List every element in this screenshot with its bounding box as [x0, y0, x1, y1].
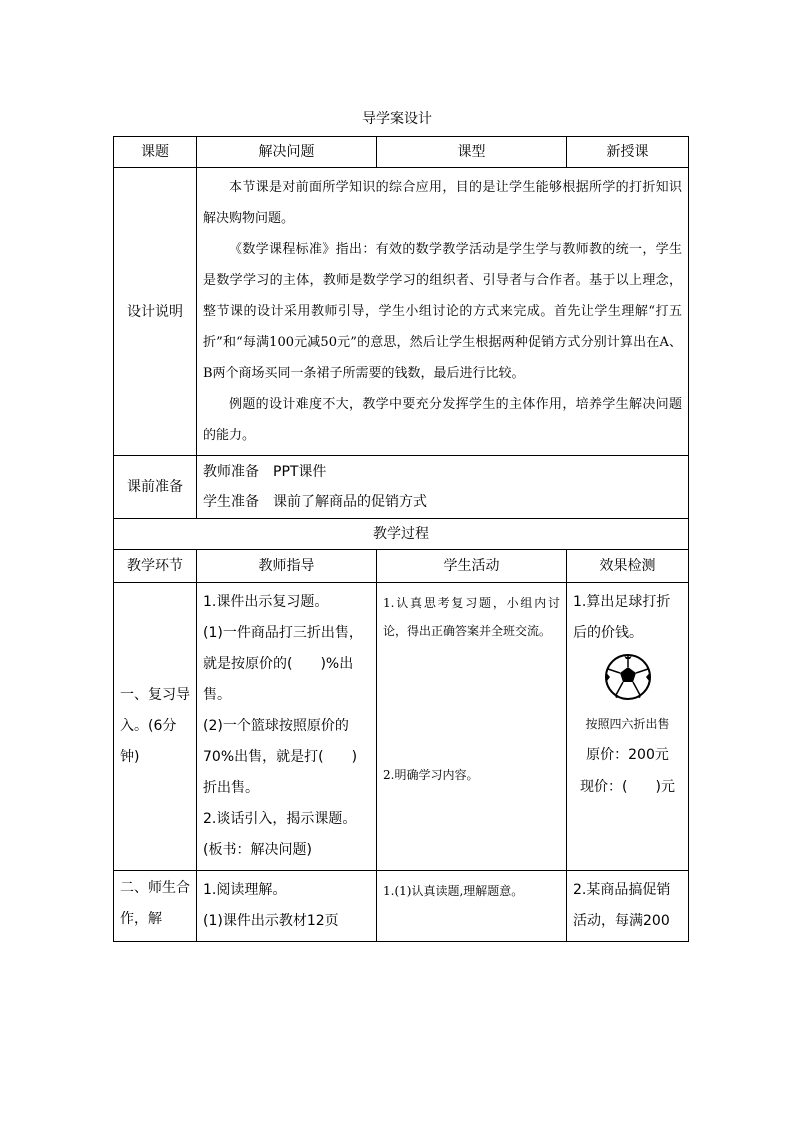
section-1-row	[114, 583, 689, 871]
teacher-line: (1)一件商品打三折出售，就是按原价的( )%出售。	[203, 625, 363, 703]
col-effect: 效果检测	[567, 550, 689, 583]
section-1-teacher	[197, 583, 377, 871]
section-1-student	[377, 583, 567, 871]
col-student: 学生活动	[377, 550, 567, 583]
process-title: 教学过程	[114, 519, 689, 550]
effect-text: 1.算出足球打折后的价钱。	[573, 594, 671, 641]
design-row	[114, 168, 689, 456]
teacher-line: (1)课件出示教材12页	[203, 913, 339, 929]
section-1-effect	[567, 583, 689, 871]
prep-student: 学生准备 课前了解商品的促销方式	[203, 494, 427, 510]
teacher-line: (2)一个篮球按照原价的70%出售，就是打( )折出售。	[203, 718, 358, 796]
teacher-line: 1.课件出示复习题。	[203, 594, 329, 610]
section-2-teacher	[197, 871, 377, 942]
column-header-row	[114, 550, 689, 583]
section-1-stage: 一、复习导入。(6分钟)	[114, 583, 197, 871]
section-2-stage: 二、师生合作，解	[114, 871, 197, 942]
student-activity: 2.明确学习内容。	[383, 768, 479, 782]
process-title-row	[114, 519, 689, 550]
design-paragraph: 例题的设计难度不大，教学中要充分发挥学生的主体作用，培养学生解决问题的能力。	[203, 397, 682, 443]
design-label: 设计说明	[114, 168, 197, 456]
teacher-line: 1.阅读理解。	[203, 882, 287, 898]
topic-label: 课题	[114, 137, 197, 168]
lesson-plan-table	[113, 136, 689, 942]
teacher-line: 2.谈话引入，揭示课题。(板书：解决问题)	[203, 811, 357, 858]
prep-teacher: 教师准备 PPT课件	[203, 464, 327, 480]
prep-content	[197, 456, 689, 519]
type-label: 课型	[377, 137, 567, 168]
document-title: 导学案设计	[362, 111, 432, 127]
section-2-effect: 2.某商品搞促销活动，每满200	[567, 871, 689, 942]
ball-caption: 按照四六折出售	[585, 717, 670, 731]
student-activity: 1.认真思考复习题，小组内讨论，得出正确答案并全班交流。	[383, 596, 560, 638]
prep-label: 课前准备	[114, 456, 197, 519]
section-2-student: 1.(1)认真读题,理解题意。	[377, 871, 567, 942]
topic-value: 解决问题	[197, 137, 377, 168]
header-row	[114, 137, 689, 168]
col-teacher: 教师指导	[197, 550, 377, 583]
original-price: 原价：200元	[586, 747, 669, 763]
section-2-row	[114, 871, 689, 942]
col-stage: 教学环节	[114, 550, 197, 583]
design-description	[197, 168, 689, 456]
design-paragraph: 本节课是对前面所学知识的综合应用，目的是让学生能够根据所学的打折知识解决购物问题。	[203, 180, 682, 226]
soccer-ball-icon	[573, 653, 682, 713]
prep-row	[114, 456, 689, 519]
current-price: 现价：( )元	[580, 779, 675, 795]
type-value: 新授课	[567, 137, 689, 168]
design-paragraph: 《数学课程标准》指出：有效的数学教学活动是学生学与教师教的统一，学生是数学学习的主体，教师是数学学习的组织者、引导者与合作者。基于以上理念，整节课的设计采用教师引导，学生小组讨论的方式来完成。首先让学生理解“打五折”和“每满100元减50元”的意思，然后让学生根据两种促销方式分别计算出在A、B两个商场买同一条裙子所需要的钱数，最后进行比较。	[203, 242, 682, 381]
